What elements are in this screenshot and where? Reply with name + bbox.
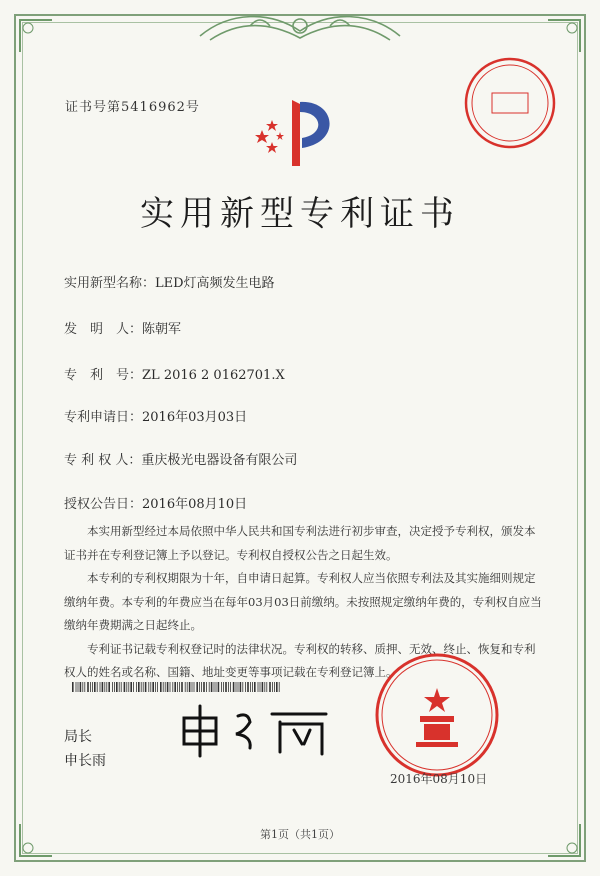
handwritten-signature-icon	[176, 700, 336, 760]
body-paragraph: 本专利的专利权期限为十年，自申请日起算。专利权人应当依照专利法及其实施细则规定缴纳年费。本专利的年费应当在每年03月03日前缴纳。未按照规定缴纳年费的，专利权自应当缴纳年费期满之日起终止。	[64, 571, 542, 632]
top-ornament-icon	[190, 6, 410, 52]
field-value: 陈朝军	[142, 322, 182, 337]
field-application-date	[64, 406, 247, 425]
field-label: 实用新型名称：	[64, 276, 156, 291]
seal-date: 2016年08月10日	[390, 772, 488, 786]
field-value: 2016年03月03日	[142, 410, 248, 425]
signer-title: 局长	[64, 729, 92, 745]
corner-ornament-icon	[544, 16, 584, 56]
agency-seal-icon	[462, 55, 558, 151]
barcode-icon	[72, 682, 282, 692]
page-footer: 第1页（共1页）	[260, 828, 340, 841]
corner-ornament-icon	[16, 16, 56, 56]
field-label: 授权公告日：	[64, 497, 143, 512]
certificate-number: 证书号第5416962号	[65, 100, 200, 115]
field-patentee	[64, 449, 297, 468]
field-value: ZL 2016 2 0162701.X	[142, 368, 285, 383]
field-label: 专利申请日：	[64, 410, 143, 425]
signer-name: 申长雨	[64, 753, 106, 769]
field-grant-date	[64, 493, 247, 512]
field-utility-model-name	[64, 272, 275, 291]
patent-office-logo-icon	[250, 92, 350, 172]
field-label: 专 利 号：	[64, 368, 143, 383]
field-label: 发 明 人：	[64, 322, 143, 337]
field-inventor	[64, 318, 181, 337]
body-paragraph: 本实用新型经过本局依照中华人民共和国专利法进行初步审查，决定授予专利权，颁发本证书并在专利登记簿上予以登记。专利权自授权公告之日起生效。	[64, 524, 536, 562]
field-patent-number	[64, 364, 285, 383]
field-label: 专 利 权 人：	[64, 453, 142, 468]
field-value: 重庆极光电器设备有限公司	[141, 453, 298, 468]
national-ip-seal-icon	[372, 650, 502, 780]
field-value: 2016年08月10日	[142, 497, 248, 512]
field-value: LED灯高频发生电路	[155, 276, 275, 291]
page-title: 实用新型专利证书	[140, 194, 460, 234]
body-paragraph: 专利证书记载专利权登记时的法律状况。专利权的转移、质押、无效、终止、恢复和专利权人的姓名或名称、国籍、地址变更等事项记载在专利登记簿上。	[64, 641, 536, 679]
